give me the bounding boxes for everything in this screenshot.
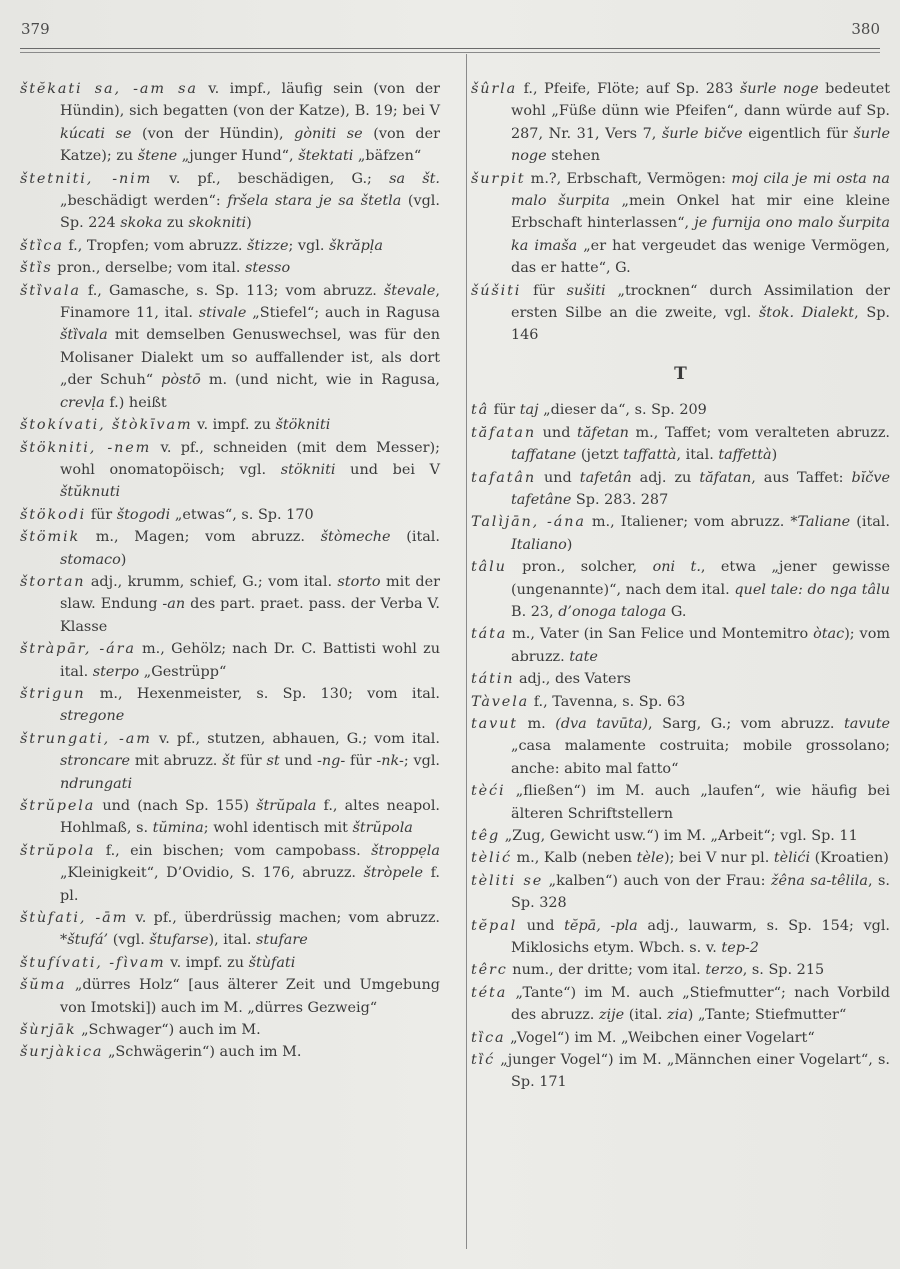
entry-text: (jetzt — [576, 447, 624, 464]
entry-text: „fließen“) im M. auch „laufen“, wie häufig bei älteren Schriftstellern — [505, 783, 890, 822]
entry-text: , Sarg, G.; vom abruzz. — [648, 715, 844, 732]
dictionary-entry — [20, 78, 440, 168]
entry-text: adj., lauwarm, s. Sp. 154; vgl. Miklosichs etym. Wbch. s. v. — [511, 917, 890, 957]
entry-italic-text: tăfetan — [577, 424, 629, 441]
entry-text: und — [517, 917, 565, 934]
entry-italic-text: crevḷa — [60, 394, 105, 411]
dictionary-entry — [471, 668, 890, 690]
entry-text: , etwa „jener gewisse (ungenannte)“, nach dem ital. — [511, 559, 891, 598]
dictionary-entry — [471, 1027, 890, 1049]
entry-text: „Zug, Gewicht usw.“) im M. „Arbeit“; vgl. Sp. 11 — [500, 828, 858, 844]
entry-italic-text: šurle noge — [511, 125, 890, 165]
entry-text: „trocknen“ durch Assimilation der ersten Silbe an die zweite, vgl. — [511, 282, 891, 322]
entry-italic-text: Italiano — [511, 536, 567, 553]
entry-italic-text: tate — [569, 648, 598, 665]
entry-text: ) — [246, 215, 252, 232]
entry-italic-text: kúcati se — [60, 125, 132, 142]
dictionary-entry — [471, 399, 890, 421]
entry-headword: šùrjāk — [20, 1022, 77, 1039]
entry-italic-text: taffatane — [511, 447, 577, 464]
entry-text: „Gestrüpp“ — [139, 663, 227, 680]
dictionary-entry — [471, 280, 890, 347]
entry-text: f., Tropfen; vom abruzz. — [63, 237, 248, 254]
entry-text: m.?, Erbschaft, Vermögen: — [525, 170, 732, 187]
entry-headword: štokívati, štòkīvam — [20, 417, 193, 434]
entry-text: „Stiefel“; auch in Ragusa — [246, 305, 440, 322]
entry-text: für — [345, 753, 377, 770]
entry-headword: tafatân — [471, 469, 537, 486]
entry-text: (ital. — [850, 514, 890, 531]
entry-text: für — [86, 506, 117, 523]
entry-headword: tèlić — [471, 850, 512, 867]
dictionary-entry — [20, 235, 440, 257]
entry-italic-text: stregone — [60, 708, 125, 725]
header-rule — [20, 48, 880, 53]
entry-headword: tèliti se — [471, 872, 544, 889]
entry-text: und bei V — [335, 461, 440, 478]
entry-text: adj., krumm, schief, G.; vom ital. — [85, 573, 338, 590]
entry-headword: šûrla — [471, 81, 518, 97]
entry-text: „junger Hund“, — [177, 148, 299, 165]
entry-italic-text: skoka — [120, 215, 163, 232]
entry-italic-text: štok. Dialekt — [758, 305, 855, 322]
entry-text: pron., derselbe; vom ital. — [52, 260, 245, 277]
entry-italic-text: skokniti — [188, 215, 247, 232]
entry-headword: štetniti, -nim — [20, 170, 153, 187]
entry-text: des part. praet. pass. der Verba V. Klasse — [60, 596, 440, 635]
entry-headword: štökodi — [20, 506, 87, 523]
entry-text: v. impf., läufig sein (von der Hündin), sich begatten (von der Katze), B. 19; bei V — [60, 81, 440, 120]
entry-text: f., Gamasche, s. Sp. 113; vom abruzz. — [80, 282, 384, 299]
column-divider — [466, 54, 467, 1249]
entry-headword: Tàvela — [471, 693, 530, 710]
entry-text: v. impf. zu — [165, 954, 249, 971]
entry-text: zu — [162, 215, 189, 232]
entry-text: G. — [666, 603, 687, 620]
dictionary-entry — [471, 959, 890, 981]
entry-text: (vgl. Sp. 224 — [60, 193, 440, 232]
entry-italic-text: tep-2 — [721, 940, 759, 957]
entry-italic-text: stivale — [198, 305, 247, 322]
dictionary-entry — [471, 713, 890, 780]
entry-italic-text: stomaco — [60, 551, 121, 568]
entry-headword: štȉvala — [20, 282, 81, 299]
entry-italic-text: štrŭpala — [256, 798, 317, 814]
entry-text: „kalben“) auch von der Frau: — [543, 872, 771, 889]
entry-text: (vgl. — [108, 932, 150, 949]
entry-italic-text: štòmeche — [320, 529, 391, 546]
entry-italic-text: šurle noge — [739, 81, 819, 97]
entry-headword: táta — [471, 626, 508, 643]
entry-headword: tèći — [471, 783, 506, 800]
entry-text: num., der dritte; vom ital. — [507, 962, 706, 979]
dictionary-entry — [20, 1019, 440, 1041]
entry-headword: štùfati, -ām — [20, 910, 129, 927]
entry-text: (von der Katze); zu — [60, 125, 440, 165]
entry-italic-text: tèlići — [773, 850, 811, 867]
entry-text: und — [536, 469, 580, 486]
entry-italic-text: stökniti — [280, 461, 336, 478]
entry-text: „Kleinigkeit“, D’Ovidio, S. 176, abruzz. — [60, 865, 364, 882]
entry-italic-text: sušiti — [566, 282, 606, 299]
entry-headword: téta — [471, 984, 508, 1001]
dictionary-entry — [471, 556, 890, 623]
entry-italic-text: štùfati — [248, 954, 296, 971]
entry-text: f.) heißt — [104, 394, 167, 411]
entry-headword: Talìjān, -ána — [471, 514, 586, 531]
entry-headword: štrŭpela — [20, 798, 96, 814]
entry-text: für — [489, 402, 520, 419]
right-column-entries-s — [471, 78, 890, 347]
entry-headword: štrŭpola — [20, 842, 96, 859]
entry-italic-text: -an — [162, 596, 186, 613]
entry-headword: štȉs — [20, 260, 53, 277]
entry-italic-text: stufare — [256, 932, 308, 949]
entry-text: ), ital. — [208, 932, 257, 949]
entry-headword: štȉca — [20, 237, 64, 254]
dictionary-entry — [20, 257, 440, 279]
entry-italic-text: pòstō — [161, 372, 201, 389]
entry-italic-text: bĭčve tafetâne — [511, 469, 890, 508]
entry-text: m., Gehölz; nach Dr. C. Battisti wohl zu ital. — [60, 641, 440, 680]
entry-text: für — [521, 282, 567, 299]
entry-text: f., ein bischen; vom campobass. — [95, 842, 372, 859]
entry-text: „beschädigt werden“: — [60, 193, 228, 210]
dictionary-entry — [471, 780, 890, 825]
entry-headword: tȉć — [471, 1052, 496, 1069]
entry-text: ); vom abruzz. — [511, 626, 890, 665]
entry-headword: štràpār, -ára — [20, 641, 136, 658]
page-number-left: 379 — [21, 20, 50, 38]
entry-text: , s. Sp. 328 — [511, 872, 890, 912]
dictionary-entry — [20, 571, 440, 638]
entry-text: f., Tavenna, s. Sp. 63 — [529, 693, 686, 710]
entry-italic-text: tavute — [843, 715, 890, 732]
entry-headword: šurjàkica — [20, 1044, 104, 1061]
dictionary-entry — [471, 78, 890, 168]
right-column — [471, 78, 890, 1094]
entry-italic-text: štektati — [298, 148, 354, 165]
entry-text: „dürres Holz“ [aus älterer Zeit und Umgebung von Imotski]) auch im M. „dürres Gezweig“ — [60, 977, 440, 1016]
section-heading: T — [674, 363, 687, 384]
entry-italic-text: štŭknuti — [60, 484, 121, 501]
entry-italic-text: škrăpḷa — [329, 237, 383, 254]
entry-headword: štufívati, -fìvam — [20, 954, 166, 971]
entry-text: m., Kalb (neben — [511, 850, 637, 867]
entry-text: mit der slaw. Endung — [60, 573, 440, 613]
entry-italic-text: ndrungati — [60, 775, 133, 792]
entry-italic-text: *štufá’ — [60, 932, 109, 949]
entry-italic-text: (dva tavūta) — [555, 715, 649, 732]
dictionary-entry — [471, 467, 890, 512]
entry-text: ) — [771, 447, 778, 464]
entry-italic-text: štene — [137, 148, 178, 165]
entry-italic-text: tafetân — [579, 469, 632, 486]
entry-text: und — [536, 424, 578, 441]
entry-italic-text: št — [222, 753, 236, 770]
entry-text: m., Magen; vom abruzz. — [80, 529, 321, 546]
entry-italic-text: òtac — [813, 626, 845, 643]
entry-italic-text: gòniti se — [294, 125, 363, 142]
entry-text: v. impf. zu — [192, 417, 276, 434]
entry-italic-text: fršela stara je sa štetla — [227, 193, 402, 210]
entry-text: adj., des Vaters — [514, 671, 631, 688]
entry-text: ) — [566, 536, 573, 553]
entry-headword: tavut — [471, 715, 518, 732]
entry-text: m., Italiener; vom abruzz. — [585, 514, 791, 531]
dictionary-entry — [20, 168, 440, 235]
entry-text: und — [279, 753, 318, 770]
entry-text: , s. Sp. 215 — [742, 962, 825, 979]
entry-headword: štömik — [20, 529, 81, 546]
entry-text: bedeutet wohl „Füße dünn wie Pfeifen“, dann würde auf Sp. 287, Nr. 31, Vers 7, — [511, 81, 890, 142]
entry-italic-text: -nk- — [376, 753, 404, 770]
entry-italic-text: stroncare — [60, 753, 131, 770]
dictionary-entry — [471, 982, 890, 1027]
entry-text: „er hat vergeudet das wenige Vermögen, das er hatte“, G. — [511, 237, 890, 277]
entry-headword: štĕkati sa, -am sa — [20, 81, 198, 97]
entry-italic-text: *Taliane — [790, 514, 851, 531]
entry-italic-text: st — [266, 753, 280, 770]
dictionary-entry — [471, 511, 890, 556]
entry-text: ); bei V nur pl. — [664, 850, 774, 867]
entry-text: m., Taffet; vom veralteten abruzz. — [628, 424, 890, 441]
entry-text: f. pl. — [60, 865, 440, 904]
entry-text: und (nach Sp. 155) — [95, 798, 257, 814]
entry-text: m. — [517, 715, 556, 732]
dictionary-entry — [471, 422, 890, 467]
entry-text: „casa malamente costruita; mobile grossolano; anche: abito mal fatto“ — [511, 738, 890, 777]
entry-italic-text: štȉvala — [60, 327, 108, 344]
entry-text: „bäfzen“ — [353, 148, 422, 165]
entry-italic-text: štròpele — [363, 865, 424, 882]
dictionary-entry — [471, 168, 890, 280]
entry-italic-text: sterpo — [92, 663, 140, 680]
entry-text: (ital. — [390, 529, 440, 546]
entry-text: (von der Hündin), — [131, 125, 295, 142]
dictionary-entry — [20, 683, 440, 728]
dictionary-entry — [471, 825, 890, 847]
entry-italic-text: quel tale: do nga tâlu — [734, 581, 890, 598]
entry-text: „mein Onkel hat mir eine kleine Erbschaft hinterlassen“, — [511, 193, 891, 232]
entry-headword: štrigun — [20, 685, 86, 702]
entry-text: stehen — [546, 148, 600, 165]
entry-italic-text: žêna sa-têlila — [770, 872, 868, 889]
entry-headword: šŭma — [20, 977, 67, 994]
dictionary-entry — [20, 414, 440, 436]
entry-italic-text: zije — [598, 1007, 625, 1024]
entry-italic-text: štroppẹla — [371, 842, 440, 859]
entry-text: , Finamore 11, ital. — [60, 282, 440, 322]
entry-text: ; wohl identisch mit — [203, 820, 353, 837]
dictionary-entry — [20, 638, 440, 683]
entry-text: Sp. 283. 287 — [571, 491, 669, 508]
dictionary-entry — [20, 907, 440, 952]
entry-italic-text: štrŭpola — [352, 820, 413, 837]
entry-headword: šúšiti — [471, 282, 522, 299]
dictionary-entry — [20, 437, 440, 504]
entry-text: ) — [120, 551, 127, 568]
entry-italic-text: taj — [519, 402, 539, 419]
entry-headword: tȉca — [471, 1029, 506, 1046]
dictionary-entry — [471, 623, 890, 668]
entry-italic-text: sa št. — [389, 170, 440, 187]
entry-headword: šurpit — [471, 170, 526, 187]
entry-headword: têrc — [471, 962, 508, 979]
right-column-entries-t — [471, 399, 890, 1094]
entry-headword: têg — [471, 828, 501, 844]
entry-text: mit demselben Genuswechsel, was für den Molisaner Dialekt um so auffallender ist, als dort „der Schuh“ — [60, 327, 440, 389]
entry-text: ; vgl. — [403, 753, 440, 770]
dictionary-entry — [20, 728, 440, 795]
entry-italic-text: taffettà — [718, 447, 772, 464]
entry-text: pron., solcher, — [506, 559, 653, 576]
entry-text: m., Hexenmeister, s. Sp. 130; vom ital. — [85, 685, 440, 702]
dictionary-entry — [20, 1041, 440, 1063]
entry-text: , aus Taffet: — [751, 469, 852, 486]
entry-italic-text: tăfatan — [699, 469, 752, 486]
entry-text: „junger Vogel“) im M. „Männchen einer Vogelart“, s. Sp. 171 — [495, 1052, 890, 1091]
dictionary-entry — [471, 691, 890, 713]
entry-italic-text: štogodi — [116, 506, 171, 523]
entry-italic-text: storto — [337, 573, 381, 590]
entry-text: B. 23, — [511, 603, 559, 620]
entry-italic-text: tŭmina — [152, 820, 204, 837]
entry-headword: tăfatan — [471, 424, 537, 441]
entry-headword: štrungati, -am — [20, 730, 152, 747]
dictionary-entry — [471, 847, 890, 869]
entry-text: „Tante“) im M. auch „Stiefmutter“; nach Vorbild des abruzz. — [507, 984, 890, 1024]
entry-italic-text: tèle — [636, 850, 664, 867]
entry-text: , ital. — [676, 447, 719, 464]
entry-text: mit abruzz. — [130, 753, 223, 770]
entry-text: ; vgl. — [288, 237, 330, 254]
entry-italic-text: štufarse — [149, 932, 209, 949]
entry-italic-text: števale — [383, 282, 436, 299]
entry-text: m. (und nicht, wie in Ragusa, — [200, 372, 440, 389]
entry-italic-text: stesso — [244, 260, 291, 277]
page-number-right: 380 — [851, 20, 880, 38]
entry-text: „dieser da“, s. Sp. 209 — [538, 402, 707, 419]
dictionary-entry — [20, 795, 440, 840]
entry-text: (Kroatien) — [810, 850, 889, 867]
entry-italic-text: -ng- — [317, 753, 346, 770]
entry-text: (ital. — [624, 1007, 668, 1024]
dictionary-entry — [20, 974, 440, 1019]
entry-text: für — [235, 753, 267, 770]
entry-text: f., altes neapol. Hohlmaß, s. — [60, 798, 441, 837]
entry-text: f., Pfeife, Flöte; auf Sp. 283 — [517, 81, 740, 97]
entry-italic-text: taffattà — [623, 447, 677, 464]
dictionary-entry — [471, 1049, 890, 1094]
entry-headword: tâlu — [471, 559, 507, 576]
entry-headword: tâ — [471, 402, 490, 419]
dictionary-entry — [20, 526, 440, 571]
entry-italic-text: terzo — [705, 962, 743, 979]
dictionary-entry — [471, 915, 890, 960]
entry-headword: tĕpal — [471, 917, 518, 934]
entry-headword: štortan — [20, 573, 86, 590]
entry-italic-text: moj cila je mi osta na malo šurpita — [511, 170, 890, 210]
entry-italic-text: oni t. — [652, 559, 701, 576]
left-column — [20, 78, 440, 1064]
entry-italic-text: d’onoga taloga — [558, 603, 667, 620]
entry-text: „etwas“, s. Sp. 170 — [170, 506, 314, 523]
entry-text: , Sp. 146 — [511, 305, 890, 344]
entry-italic-text: štökniti — [275, 417, 331, 434]
entry-text: „Schwägerin“) auch im M. — [103, 1044, 302, 1061]
entry-italic-text: štizze — [247, 237, 289, 254]
dictionary-entry — [20, 952, 440, 974]
entry-text: v. pf., schneiden (mit dem Messer); wohl onomatopöisch; vgl. — [60, 439, 440, 478]
entry-text: v. pf., beschädigen, G.; — [152, 170, 390, 187]
dictionary-entry — [20, 840, 440, 907]
dictionary-entry — [20, 504, 440, 526]
entry-italic-text: šurle bičve — [661, 125, 743, 142]
entry-headword: tátin — [471, 671, 515, 688]
entry-text: eigentlich für — [742, 125, 854, 142]
entry-headword: štökniti, -nem — [20, 439, 152, 456]
dictionary-entry — [471, 870, 890, 915]
entry-text: m., Vater (in San Felice und Montemitro — [507, 626, 814, 643]
entry-text: v. pf., stutzen, abhauen, G.; vom ital. — [151, 730, 440, 747]
entry-text: ) „Tante; Stiefmutter“ — [687, 1007, 847, 1024]
entry-text: „Vogel“) im M. „Weibchen einer Vogelart“ — [505, 1029, 815, 1046]
entry-text: adj. zu — [631, 469, 700, 486]
entry-text: v. pf., überdrüssig machen; vom abruzz. — [128, 910, 440, 927]
entry-italic-text: tĕpā, -pla — [564, 917, 638, 934]
entry-italic-text: zia — [667, 1007, 688, 1024]
entry-italic-text: je furnija ono malo šurpita ka imaša — [511, 215, 890, 254]
dictionary-entry — [20, 280, 440, 414]
entry-text: „Schwager“) auch im M. — [76, 1022, 261, 1039]
